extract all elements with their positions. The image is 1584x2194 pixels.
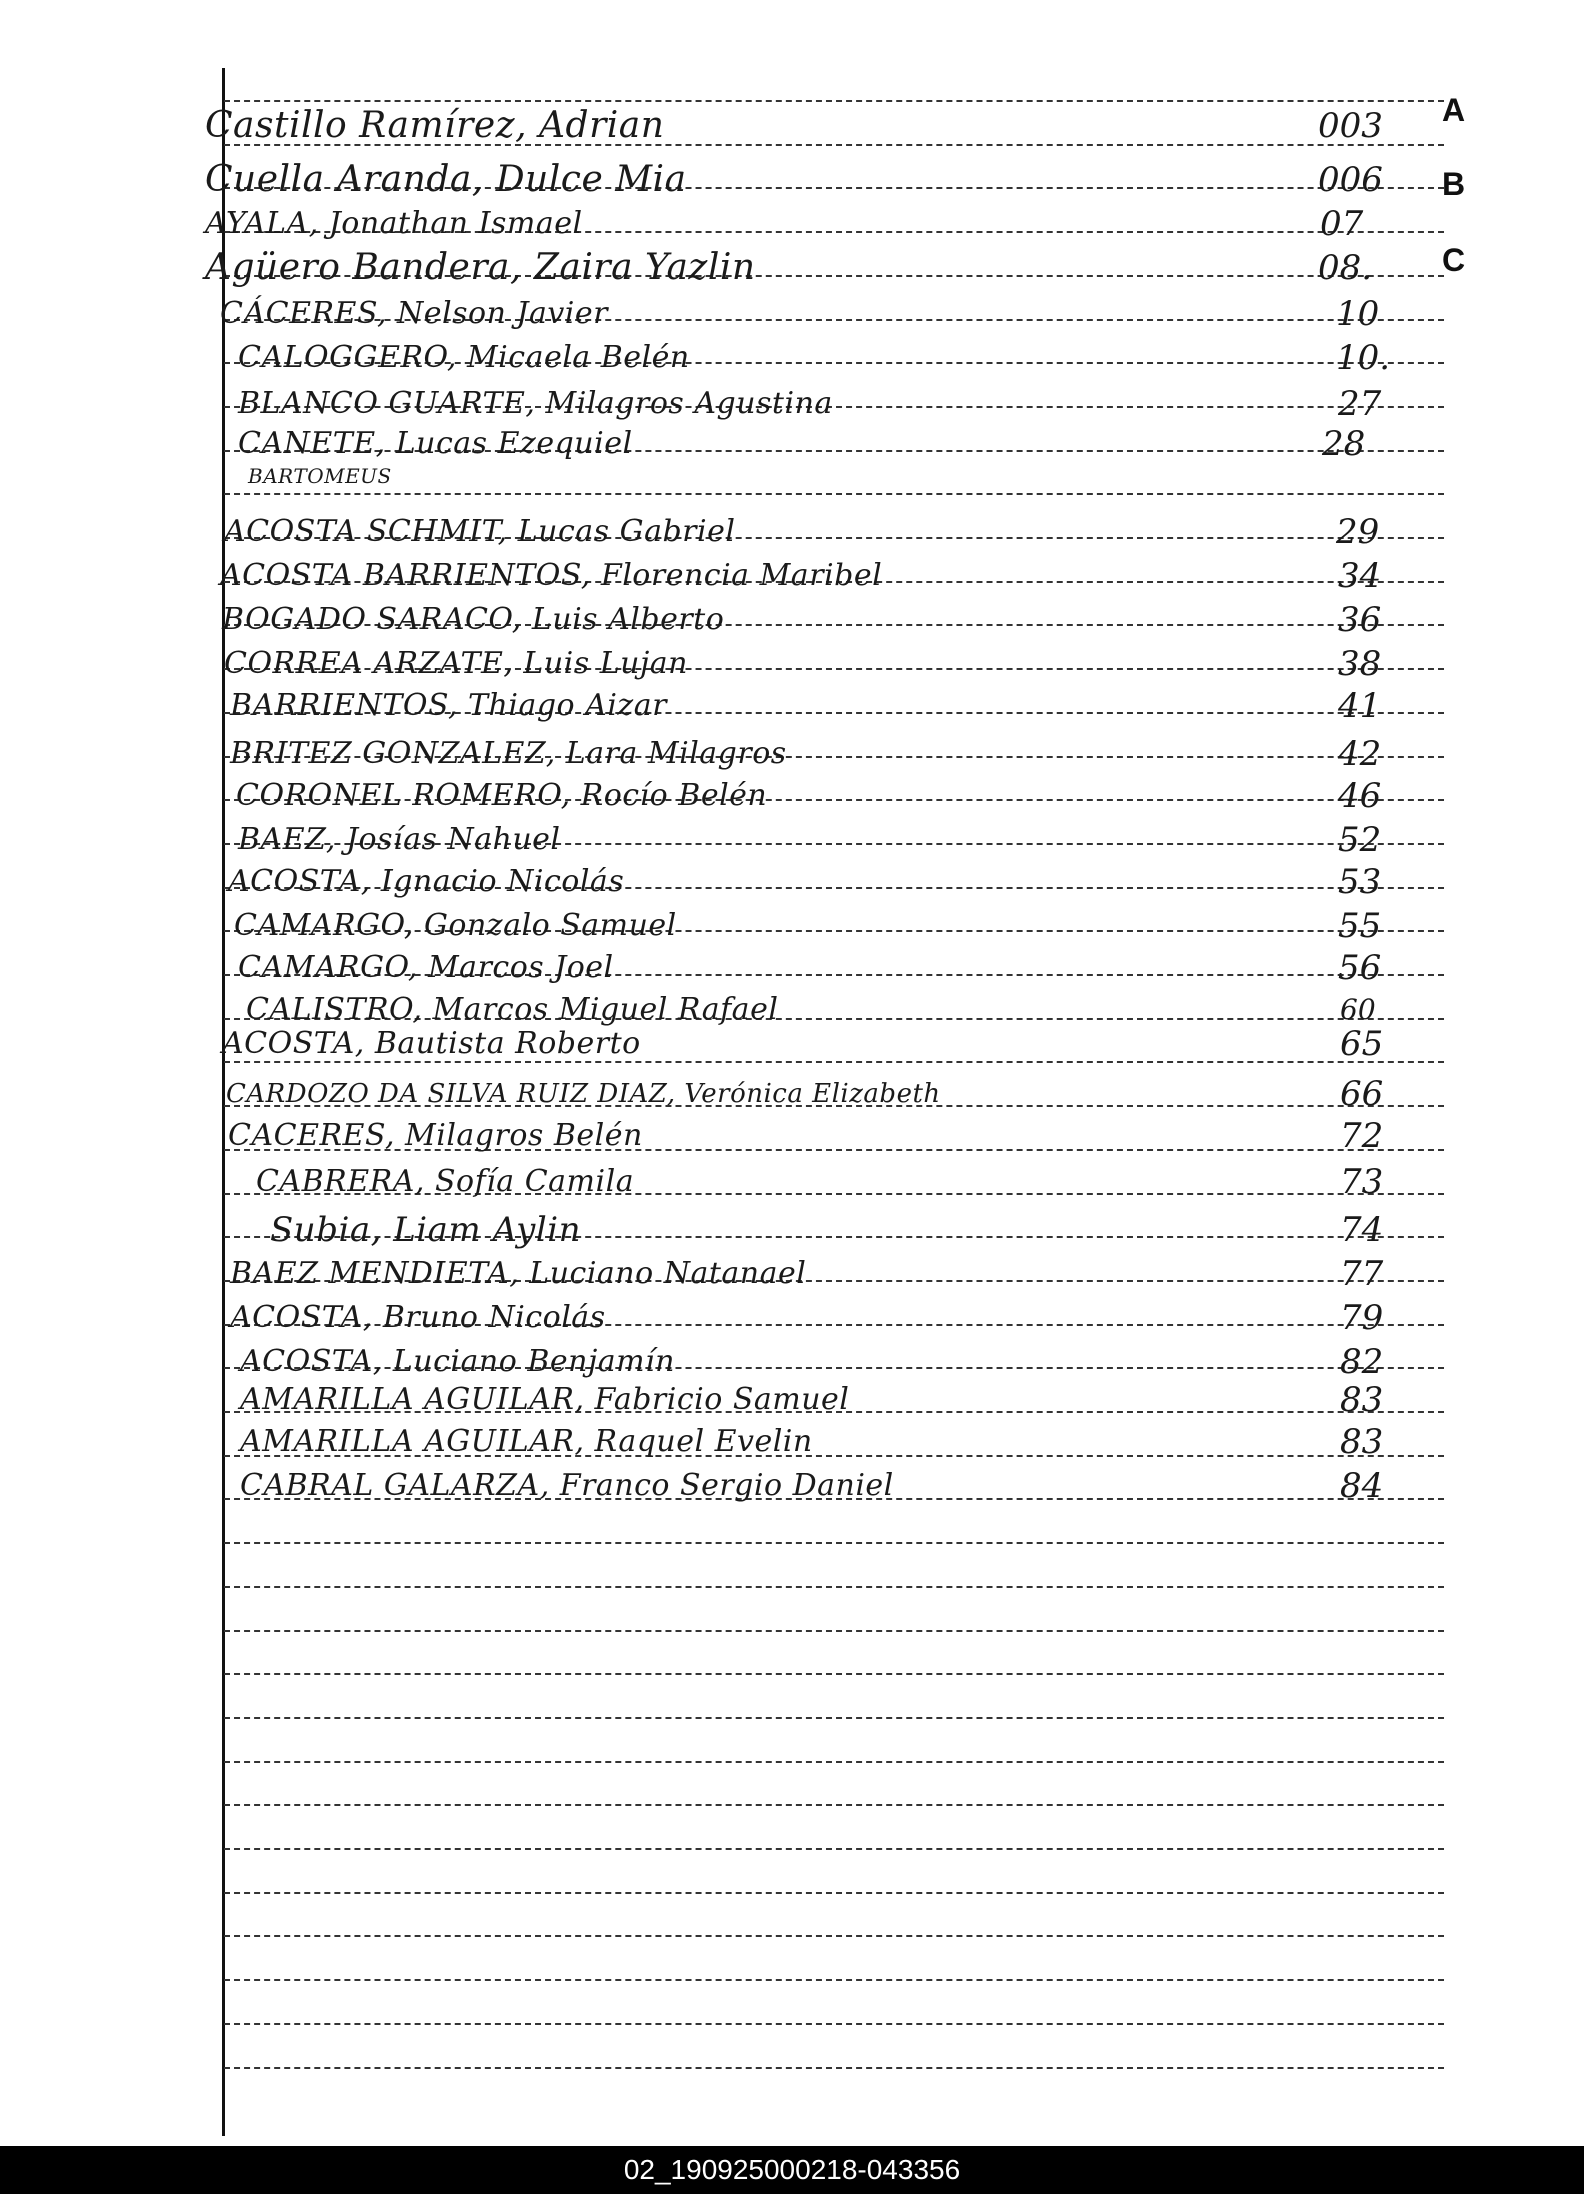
list-item bbox=[0, 1342, 1584, 1382]
entry-name: CABRAL GALARZA, Franco Sergio Daniel bbox=[240, 1468, 894, 1503]
side-letter-b: B bbox=[1442, 166, 1466, 202]
list-item bbox=[0, 248, 1584, 288]
entry-name: ACOSTA, Bautista Roberto bbox=[222, 1026, 641, 1061]
entry-number: 79 bbox=[1340, 1298, 1384, 1338]
entry-number: 27 bbox=[1338, 384, 1382, 424]
entry-name: BLANCO GUARTE, Milagros Agustina bbox=[238, 386, 833, 421]
list-item bbox=[0, 1074, 1584, 1114]
entry-name: BAEZ MENDIETA, Luciano Natanael bbox=[230, 1256, 807, 1291]
list-item bbox=[0, 644, 1584, 684]
entry-name: ACOSTA SCHMIT, Lucas Gabriel bbox=[224, 514, 736, 549]
entry-name: CABRERA, Sofía Camila bbox=[256, 1164, 635, 1199]
entry-name: CALISTRO, Marcos Miguel Rafael bbox=[246, 992, 779, 1027]
entry-name: BOGADO SARACO, Luis Alberto bbox=[222, 602, 725, 637]
list-item bbox=[0, 734, 1584, 774]
list-item bbox=[0, 686, 1584, 726]
list-item bbox=[0, 456, 1584, 496]
entry-number: 55 bbox=[1338, 906, 1382, 946]
entry-number: 42 bbox=[1338, 734, 1382, 774]
entry-number: 29 bbox=[1336, 512, 1380, 552]
entry-name: CAMARGO, Gonzalo Samuel bbox=[234, 908, 677, 943]
entry-name: CÁCERES, Nelson Javier bbox=[220, 296, 608, 331]
entry-number: 65 bbox=[1340, 1024, 1384, 1064]
list-item bbox=[0, 1116, 1584, 1156]
entry-name: CACERES, Milagros Belén bbox=[228, 1118, 643, 1153]
entry-name: CALOGGERO, Micaela Belén bbox=[238, 340, 690, 375]
entry-number: 52 bbox=[1338, 820, 1382, 860]
list-item bbox=[0, 1162, 1584, 1202]
entry-number: 74 bbox=[1340, 1210, 1384, 1250]
entry-number: 10 bbox=[1336, 294, 1380, 334]
entry-number: 66 bbox=[1340, 1074, 1384, 1114]
list-item bbox=[0, 948, 1584, 988]
list-item bbox=[0, 776, 1584, 816]
entry-name: AMARILLA AGUILAR, Raquel Evelin bbox=[240, 1424, 813, 1459]
side-letter-c: C bbox=[1442, 242, 1466, 278]
entry-name: CANETE, Lucas Ezequiel bbox=[238, 426, 633, 461]
entry-name: Cuella Aranda, Dulce Mia bbox=[205, 159, 687, 200]
entry-name: Subia, Liam Aylin bbox=[270, 1210, 582, 1250]
document-id: 02_190925000218-043356 bbox=[623, 2154, 961, 2185]
entry-name: BRITEZ GONZALEZ, Lara Milagros bbox=[230, 736, 787, 771]
entry-number: 36 bbox=[1338, 600, 1382, 640]
entry-name: AMARILLA AGUILAR, Fabricio Samuel bbox=[240, 1382, 850, 1417]
entry-number: 38 bbox=[1338, 644, 1382, 684]
entry-number: 53 bbox=[1338, 862, 1382, 902]
entry-number: 41 bbox=[1338, 686, 1382, 726]
entry-name: ACOSTA, Bruno Nicolás bbox=[230, 1300, 606, 1335]
entry-number: 28 bbox=[1322, 424, 1366, 464]
list-item bbox=[0, 862, 1584, 902]
list-item bbox=[0, 204, 1584, 244]
entry-number: 08. bbox=[1318, 248, 1373, 288]
entry-number: 82 bbox=[1340, 1342, 1384, 1382]
entry-name: ACOSTA, Luciano Benjamín bbox=[240, 1344, 675, 1379]
entry-number: 46 bbox=[1338, 776, 1382, 816]
entry-name: Castillo Ramírez, Adrian bbox=[205, 105, 665, 146]
entry-name: ACOSTA BARRIENTOS, Florencia Maribel bbox=[220, 558, 883, 593]
list-item bbox=[0, 160, 1584, 200]
list-item bbox=[0, 106, 1584, 146]
list-item bbox=[0, 906, 1584, 946]
entry-name: ACOSTA, Ignacio Nicolás bbox=[228, 864, 625, 899]
list-item bbox=[0, 1466, 1584, 1506]
entry-number: 84 bbox=[1340, 1466, 1384, 1506]
entry-number: 83 bbox=[1340, 1380, 1384, 1420]
entry-name: BAEZ, Josías Nahuel bbox=[238, 822, 561, 857]
list-item bbox=[0, 600, 1584, 640]
list-item bbox=[0, 1298, 1584, 1338]
entry-number: 10. bbox=[1336, 338, 1391, 378]
footer-bar bbox=[0, 2146, 1584, 2194]
entry-number: 77 bbox=[1340, 1254, 1384, 1294]
list-item bbox=[0, 820, 1584, 860]
entry-number: 006 bbox=[1318, 160, 1383, 200]
list-item bbox=[0, 512, 1584, 552]
entry-name: BARTOMEUS bbox=[248, 464, 392, 488]
entry-number: 73 bbox=[1340, 1162, 1384, 1202]
entry-number: 07 bbox=[1320, 204, 1364, 244]
entry-name: CAMARGO, Marcos Joel bbox=[238, 950, 614, 985]
list-item bbox=[0, 556, 1584, 596]
entry-name: CARDOZO DA SILVA RUIZ DIAZ, Verónica Elizabeth bbox=[226, 1079, 941, 1109]
entry-number: 60 bbox=[1340, 993, 1376, 1026]
list-item bbox=[0, 338, 1584, 378]
list-item bbox=[0, 1210, 1584, 1250]
list-item bbox=[0, 1422, 1584, 1462]
entry-name: Agüero Bandera, Zaira Yazlin bbox=[205, 247, 756, 288]
list-item bbox=[0, 294, 1584, 334]
entry-number: 83 bbox=[1340, 1422, 1384, 1462]
entry-name: CORONEL ROMERO, Rocío Belén bbox=[236, 778, 768, 813]
entry-name: BARRIENTOS, Thiago Aizar bbox=[230, 688, 667, 723]
list-item bbox=[0, 1380, 1584, 1420]
entry-number: 34 bbox=[1338, 556, 1382, 596]
entry-name: CORREA ARZATE, Luis Lujan bbox=[224, 646, 688, 681]
list-item bbox=[0, 1024, 1584, 1064]
entry-number: 56 bbox=[1338, 948, 1382, 988]
list-item bbox=[0, 384, 1584, 424]
entry-number: 72 bbox=[1340, 1116, 1384, 1156]
entry-number: 003 bbox=[1318, 106, 1383, 146]
entry-name: AYALA, Jonathan Ismael bbox=[205, 206, 583, 241]
side-letter-a: A bbox=[1442, 92, 1466, 128]
list-item bbox=[0, 1254, 1584, 1294]
